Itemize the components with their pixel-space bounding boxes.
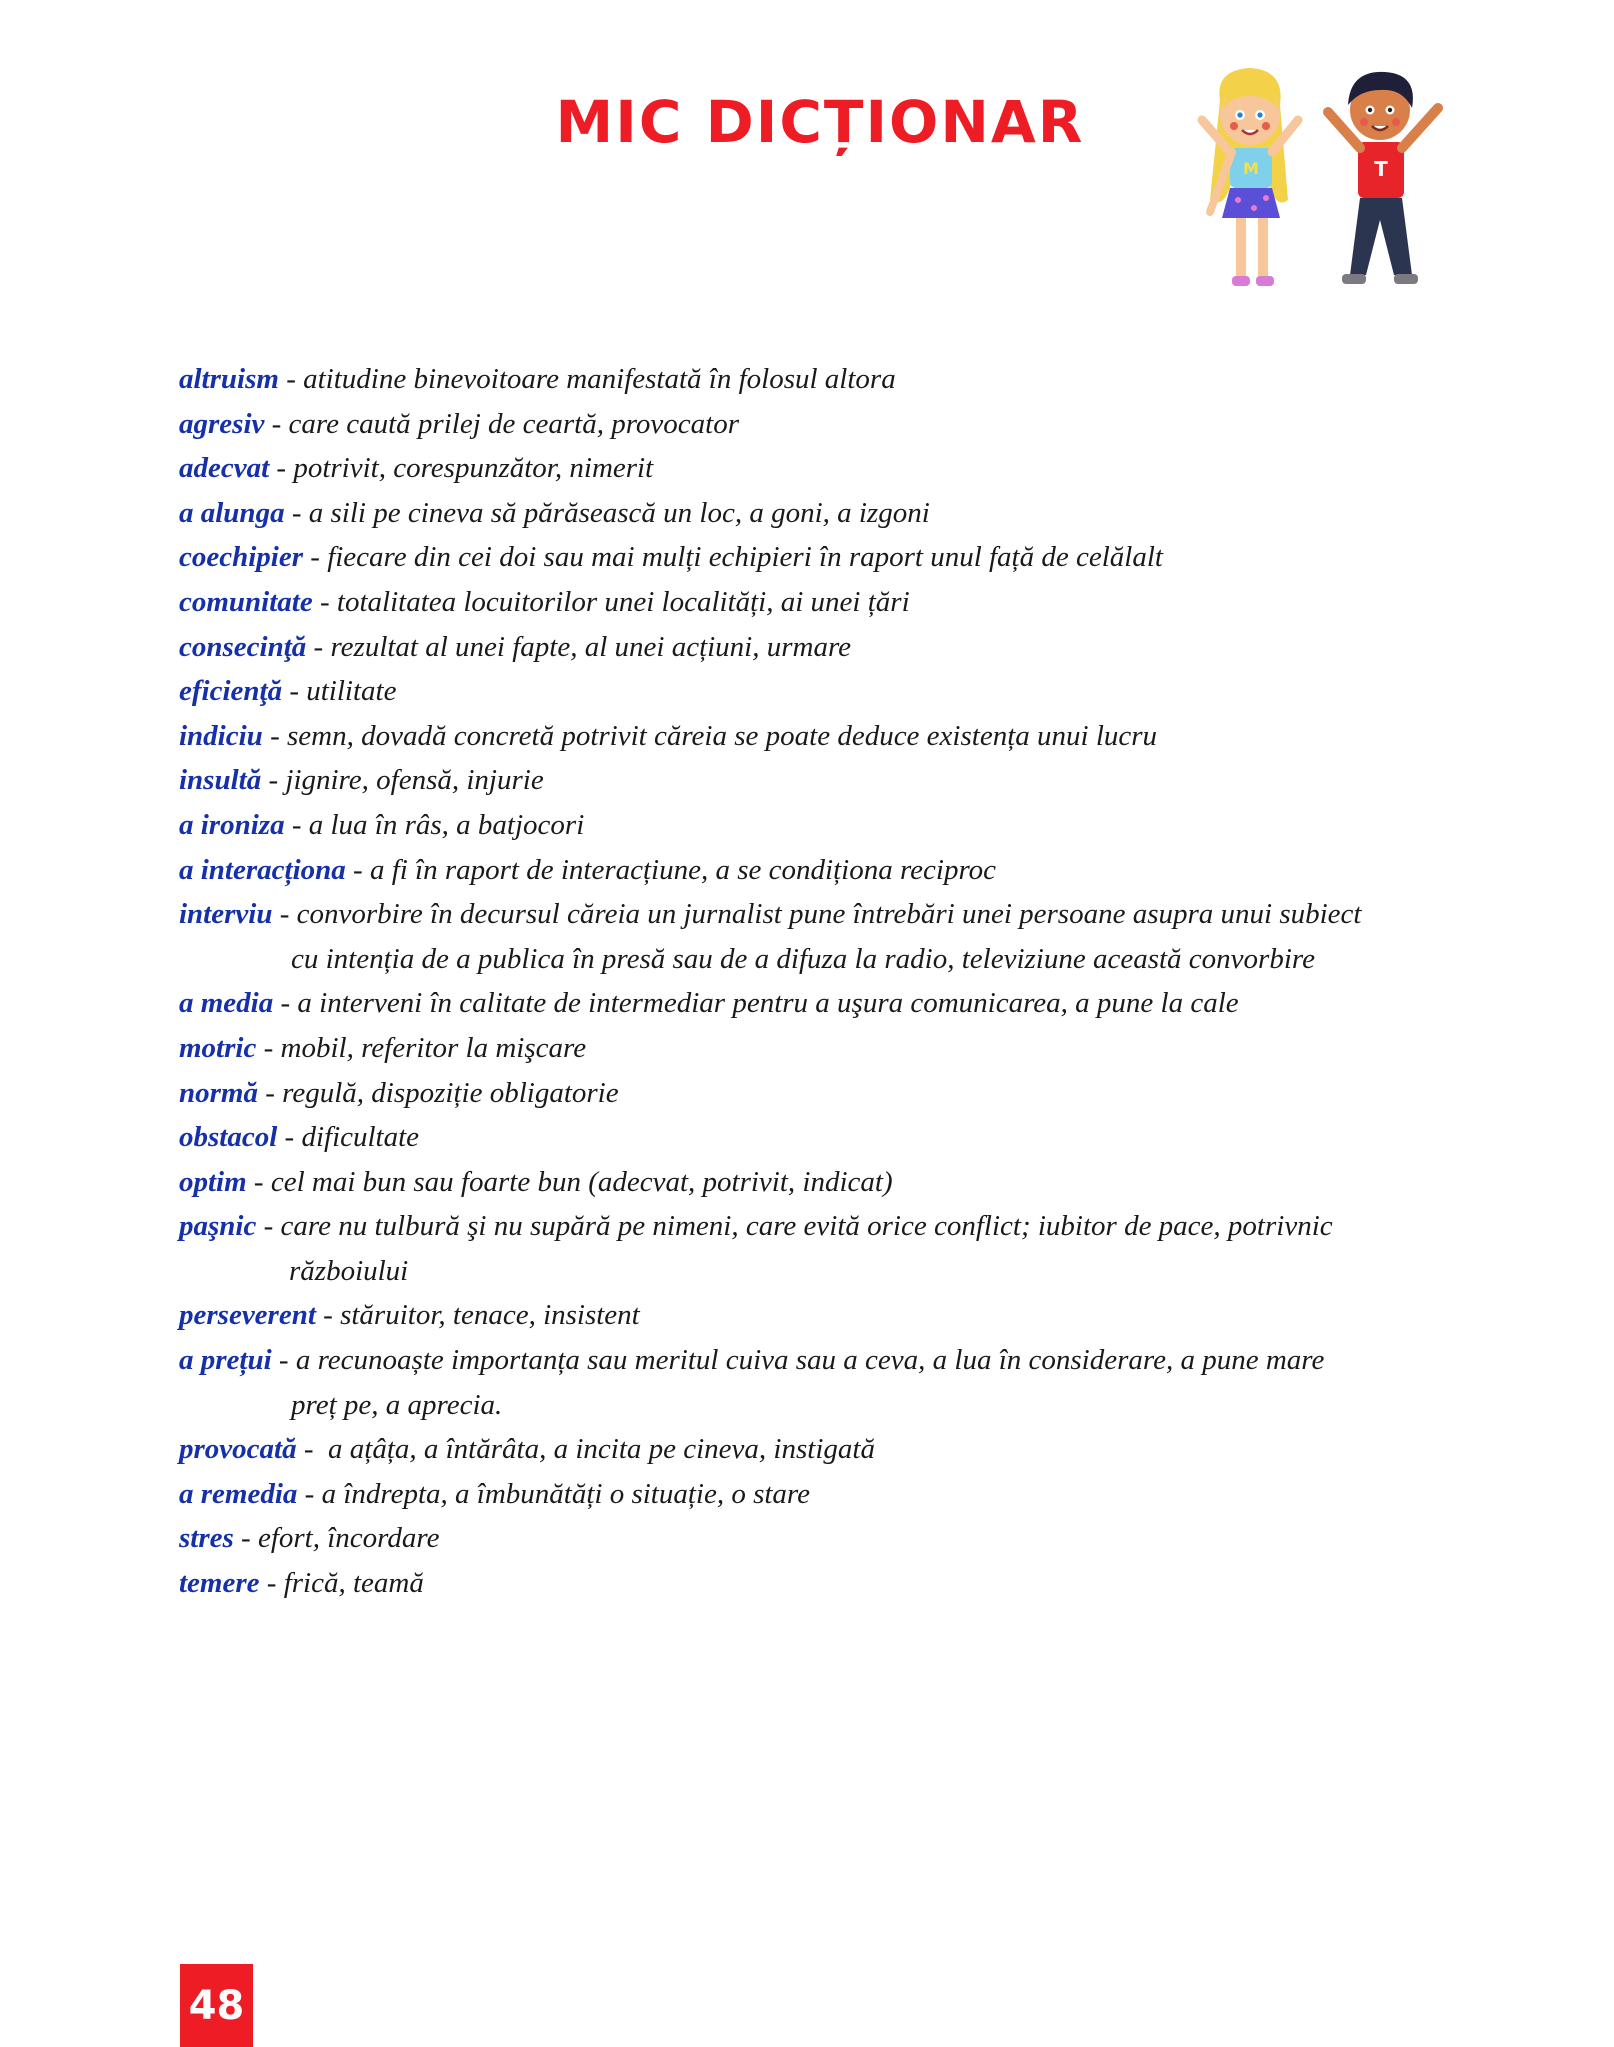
dictionary-entry — [179, 1427, 1479, 1472]
dictionary-entry — [179, 714, 1479, 759]
entry-separator: - — [269, 452, 294, 485]
dictionary-entry — [179, 491, 1479, 536]
entry-separator: - — [297, 1477, 322, 1510]
entry-term: stres — [179, 1522, 234, 1555]
entry-separator: - — [284, 808, 309, 841]
entry-separator: - — [277, 1121, 302, 1154]
entry-term: insultă — [179, 764, 262, 797]
entry-separator: - — [303, 541, 328, 574]
entry-definition: atitudine binevoitoare manifestată în folosul altora — [303, 363, 896, 395]
entry-term: obstacol — [179, 1121, 278, 1154]
entry-separator: - — [278, 363, 304, 395]
entry-term: a media — [179, 987, 274, 1020]
girl-figure — [1202, 68, 1298, 286]
entry-definition: convorbire în decursul căreia un jurnalist pune întrebări unei persoane asupra unui subiect — [296, 898, 1362, 931]
entry-term: normă — [179, 1076, 258, 1109]
entry-term: comunitate — [179, 585, 313, 618]
entry-separator: - — [261, 764, 286, 797]
dictionary-entry — [179, 535, 1479, 580]
entry-term: paşnic — [179, 1210, 257, 1243]
entry-term: temere — [179, 1567, 260, 1600]
entry-separator: - — [315, 1299, 341, 1332]
entry-term: a remedia — [179, 1477, 298, 1510]
dictionary-entry — [179, 625, 1479, 670]
dictionary-entry — [179, 446, 1479, 491]
entry-definition: cel mai bun sau foarte bun (adecvat, potrivit, indicat) — [270, 1165, 893, 1198]
entry-term: provocată — [179, 1433, 297, 1466]
entry-definition: regulă, dispoziție obligatorie — [282, 1076, 619, 1109]
dictionary-entry — [179, 357, 1479, 402]
entry-term: perseverent — [179, 1299, 316, 1332]
entry-term: interviu — [179, 898, 273, 931]
page-title: MIC DICȚIONAR — [555, 88, 1085, 156]
entry-term: a alunga — [179, 496, 285, 529]
entry-separator: - — [233, 1522, 258, 1555]
entry-definition: care nu tulbură şi nu supără pe nimeni, care evită orice conflict; iubitor de pace, potrivnic — [280, 1210, 1333, 1243]
svg-text:M: M — [1243, 159, 1259, 178]
dictionary-entry — [179, 848, 1479, 893]
entry-term: consecinţă — [179, 630, 307, 663]
entry-term: optim — [179, 1165, 247, 1198]
page-number: 48 — [180, 1964, 253, 2047]
dictionary-entry — [179, 1160, 1479, 1205]
entry-separator: - — [257, 1076, 283, 1109]
entry-separator: - — [264, 407, 289, 440]
entry-term: motric — [179, 1031, 257, 1064]
dictionary-entry — [179, 981, 1479, 1026]
entry-term: adecvat — [179, 452, 270, 485]
entry-separator: - — [306, 630, 331, 663]
dictionary-entry — [179, 1204, 1479, 1249]
entry-definition-continuation: preț pe, a aprecia. — [291, 1388, 503, 1421]
entry-definition-continuation: războiului — [289, 1254, 409, 1287]
entry-definition: stăruitor, tenace, insistent — [340, 1299, 640, 1332]
dictionary-entry — [179, 402, 1479, 447]
entry-term: indiciu — [179, 719, 263, 752]
children-illustration — [1180, 60, 1480, 330]
dictionary-entry — [179, 803, 1479, 848]
entry-separator: - — [246, 1165, 271, 1198]
entry-definition: a sili pe cineva să părăsească un loc, a goni, a izgoni — [308, 496, 930, 529]
dictionary-entry — [179, 1026, 1479, 1071]
entry-separator: - — [296, 1433, 329, 1466]
entry-term: a interacționa — [179, 853, 346, 886]
entry-definition: frică, teamă — [283, 1567, 424, 1600]
entry-definition: efort, încordare — [257, 1522, 440, 1555]
dictionary-entry — [179, 1293, 1479, 1338]
entry-term: agresiv — [179, 407, 265, 440]
entry-definition: mobil, referitor la mişcare — [280, 1031, 587, 1064]
entry-separator: - — [262, 719, 287, 752]
entry-separator: - — [312, 585, 337, 618]
dictionary-entry — [179, 758, 1479, 803]
dictionary-entry — [179, 1561, 1479, 1606]
entry-definition: rezultat al unei fapte, al unei acțiuni, urmare — [330, 630, 852, 663]
entry-definition: dificultate — [301, 1121, 420, 1154]
dictionary-entry — [179, 892, 1479, 937]
dictionary-entry — [179, 580, 1479, 625]
entry-definition: jignire, ofensă, injurie — [285, 764, 544, 797]
entry-definition: semn, dovadă concretă potrivit căreia se poate deduce existența unui lucru — [286, 719, 1158, 752]
entry-separator: - — [271, 1344, 296, 1377]
dictionary-entry — [179, 1115, 1479, 1160]
entry-definition: care caută prilej de ceartă, provocator — [288, 407, 740, 440]
dictionary-entry — [179, 669, 1479, 714]
entry-separator: - — [272, 898, 297, 931]
entry-separator: - — [284, 496, 309, 529]
entry-term: a prețui — [179, 1344, 272, 1377]
entry-definition: fiecare din cei doi sau mai mulți echipieri în raport unul față de celălalt — [327, 541, 1163, 574]
entry-definition: a fi în raport de interacțiune, a se condiționa reciproc — [369, 853, 997, 886]
entry-definition: potrivit, corespunzător, nimerit — [293, 452, 654, 485]
entry-definition-continuation: cu intenția de a publica în presă sau de a difuza la radio, televiziune această convorbire — [291, 942, 1315, 975]
entry-separator: - — [273, 987, 298, 1020]
entry-term: altruism — [179, 363, 279, 395]
entry-definition: a interveni în calitate de intermediar pentru a uşura comunicarea, a pune la cale — [297, 987, 1239, 1020]
entry-separator: - — [256, 1210, 281, 1243]
dictionary-entries — [179, 357, 1479, 1606]
entry-term: eficienţă — [179, 675, 283, 708]
svg-text:T: T — [1374, 157, 1388, 181]
entry-separator: - — [256, 1031, 281, 1064]
entry-definition: a ațâța, a întărâta, a incita pe cineva, instigată — [328, 1433, 875, 1466]
entry-definition: a lua în râs, a batjocori — [308, 808, 585, 841]
entry-definition: utilitate — [306, 675, 397, 708]
entry-term: a ironiza — [179, 808, 285, 841]
boy-figure — [1328, 72, 1438, 284]
dictionary-entry — [179, 1338, 1479, 1383]
dictionary-entry — [179, 1472, 1479, 1517]
entry-term: coechipier — [179, 541, 304, 574]
entry-definition: totalitatea locuitorilor unei localități, ai unei țări — [336, 585, 910, 618]
dictionary-entry — [179, 1071, 1479, 1116]
dictionary-entry — [179, 1516, 1479, 1561]
entry-separator: - — [259, 1567, 284, 1600]
entry-definition: a îndrepta, a îmbunătăți o situație, o stare — [321, 1477, 811, 1510]
entry-definition: a recunoaște importanța sau meritul cuiva sau a ceva, a lua în considerare, a pune mare — [295, 1344, 1325, 1377]
entry-separator: - — [282, 675, 307, 708]
entry-separator: - — [345, 853, 370, 886]
